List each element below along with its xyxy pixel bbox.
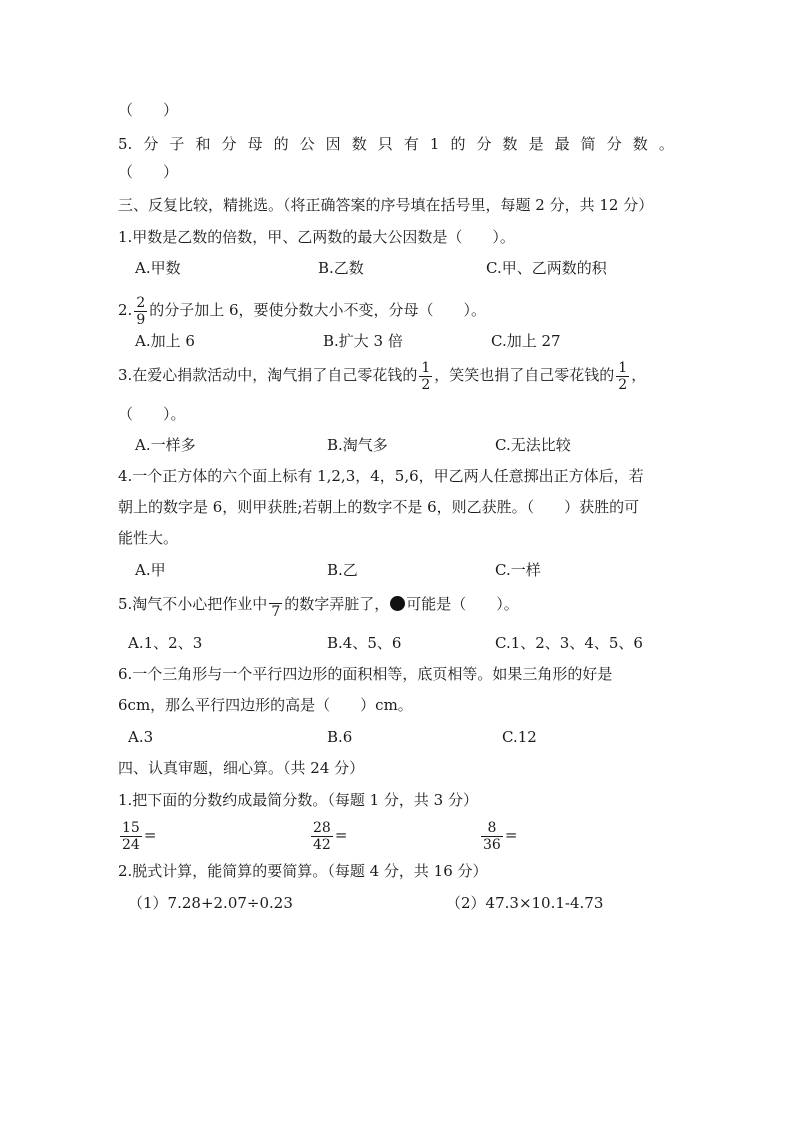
q5-char: 和	[195, 135, 211, 153]
q5-char: 数	[351, 135, 367, 153]
s3-q6-option-a: A.3	[128, 728, 154, 746]
s3-q1-text: 1.甲数是乙数的倍数，甲、乙两数的最大公因数是（ ）。	[118, 228, 515, 246]
s3-q3-option-b: B.淘气多	[327, 436, 388, 454]
q5-char: 数	[502, 135, 518, 153]
q5-char: 的	[273, 135, 289, 153]
s3-q2-fraction: $\frac{2}{9}$	[136, 294, 146, 328]
s4-q2-problem-1: （1）7.28+2.07÷0.23	[128, 894, 293, 912]
s3-q5-text: 5.淘气不小心把作业中 7 的数字弄脏了， 可能是（ ）。	[118, 584, 519, 624]
section3-heading: 三、反复比较，精挑选。（将正确答案的序号填在括号里，每题 2 分，共 12 分）	[118, 196, 654, 214]
s3-q6-option-c: C.12	[502, 728, 537, 746]
s3-q5-fraction-blank: 7	[271, 603, 281, 620]
q5-char: 分	[606, 135, 622, 153]
s3-q5-option-b: B.4、5、6	[327, 634, 402, 652]
q5-statement	[118, 134, 674, 154]
s4-q1-fraction-1: $\frac{15}{24}$ =	[122, 819, 157, 853]
s3-q4-line1: 4.一个正方体的六个面上标有 1,2,3，4，5,6，甲乙两人任意掷出正方体后，若	[118, 467, 644, 485]
s3-q1-option-b: B.乙数	[318, 259, 364, 277]
q5-char: 因	[325, 135, 341, 153]
s4-q1-fraction-3: $\frac{8}{36}$ =	[483, 819, 518, 853]
q5-char: 子	[169, 135, 185, 153]
q5-char: 母	[247, 135, 263, 153]
q5-char: 的	[450, 135, 466, 153]
q5-answer-paren: （ ）	[118, 163, 179, 181]
q5-char: 分	[221, 135, 237, 153]
s3-q4-option-b: B.乙	[327, 561, 358, 579]
s3-q6-option-b: B.6	[327, 728, 353, 746]
s3-q3-option-c: C.无法比较	[495, 436, 571, 454]
s4-q2-problem-2: （2）47.3×10.1-4.73	[446, 894, 604, 912]
section4-heading: 四、认真审题，细心算。（共 24 分）	[118, 759, 365, 777]
s3-q1-option-c: C.甲、乙两数的积	[486, 259, 607, 277]
s3-q2-rest: 的分子加上 6，要使分数大小不变，分母（ ）。	[149, 301, 487, 319]
s3-q2-option-c: C.加上 27	[491, 332, 561, 350]
q5-char: 数	[632, 135, 648, 153]
s3-q5-option-c: C.1、2、3、4、5、6	[495, 634, 643, 652]
s3-q4-option-c: C.一样	[495, 561, 541, 579]
s3-q4-option-a: A.甲	[135, 561, 166, 579]
q5-char: 有	[403, 135, 419, 153]
s3-q2-prefix: 2.	[118, 301, 133, 319]
s3-q4-line2: 朝上的数字是 6，则甲获胜;若朝上的数字不是 6，则乙获胜。（ ）获胜的可	[118, 498, 640, 516]
q5-char: 简	[580, 135, 596, 153]
s3-q6-line2: 6cm，那么平行四边形的高是（ ）cm。	[118, 696, 413, 714]
s3-q1-option-a: A.甲数	[135, 259, 181, 277]
s3-q3-line2: （ ）。	[118, 405, 186, 423]
s4-q1-text: 1.把下面的分数约成最简分数。（每题 1 分，共 3 分）	[118, 791, 478, 809]
s3-q2-text	[118, 290, 486, 330]
q5-char: 分	[143, 135, 159, 153]
s3-q3-text: 3.在爱心捐款活动中，淘气捐了自己零花钱的 $\frac{1}{2}$ ，笑笑也捐了自己零花钱的 $\frac{1}{2}$ ，	[118, 359, 647, 393]
s3-q2-option-a: A.加上 6	[135, 332, 195, 350]
q5-char: 只	[377, 135, 393, 153]
q5-char: 1	[429, 135, 440, 153]
s4-q1-fraction-2: $\frac{28}{42}$ =	[313, 819, 348, 853]
q5-char: 分	[476, 135, 492, 153]
s3-q5-option-a: A.1、2、3	[128, 634, 203, 652]
s3-q3-option-a: A.一样多	[135, 436, 196, 454]
s3-q4-line3: 能性大。	[118, 529, 179, 547]
q5-char: 是	[528, 135, 544, 153]
ink-blot-icon	[390, 596, 405, 611]
s3-q6-line1: 6.一个三角形与一个平行四边形的面积相等，底页相等。如果三角形的好是	[118, 665, 613, 683]
s3-q3-fraction-1: $\frac{1}{2}$	[421, 359, 431, 393]
q5-char: 公	[299, 135, 315, 153]
s4-q2-text: 2.脱式计算，能简算的要简算。（每题 4 分，共 16 分）	[118, 862, 488, 880]
q5-char: 最	[554, 135, 570, 153]
s3-q2-option-b: B.扩大 3 倍	[323, 332, 403, 350]
q4-answer-paren: （ ）	[118, 101, 179, 119]
s3-q3-fraction-2: $\frac{1}{2}$	[618, 359, 628, 393]
q5-char: 5.	[118, 135, 133, 153]
q5-char: 。	[658, 135, 674, 153]
